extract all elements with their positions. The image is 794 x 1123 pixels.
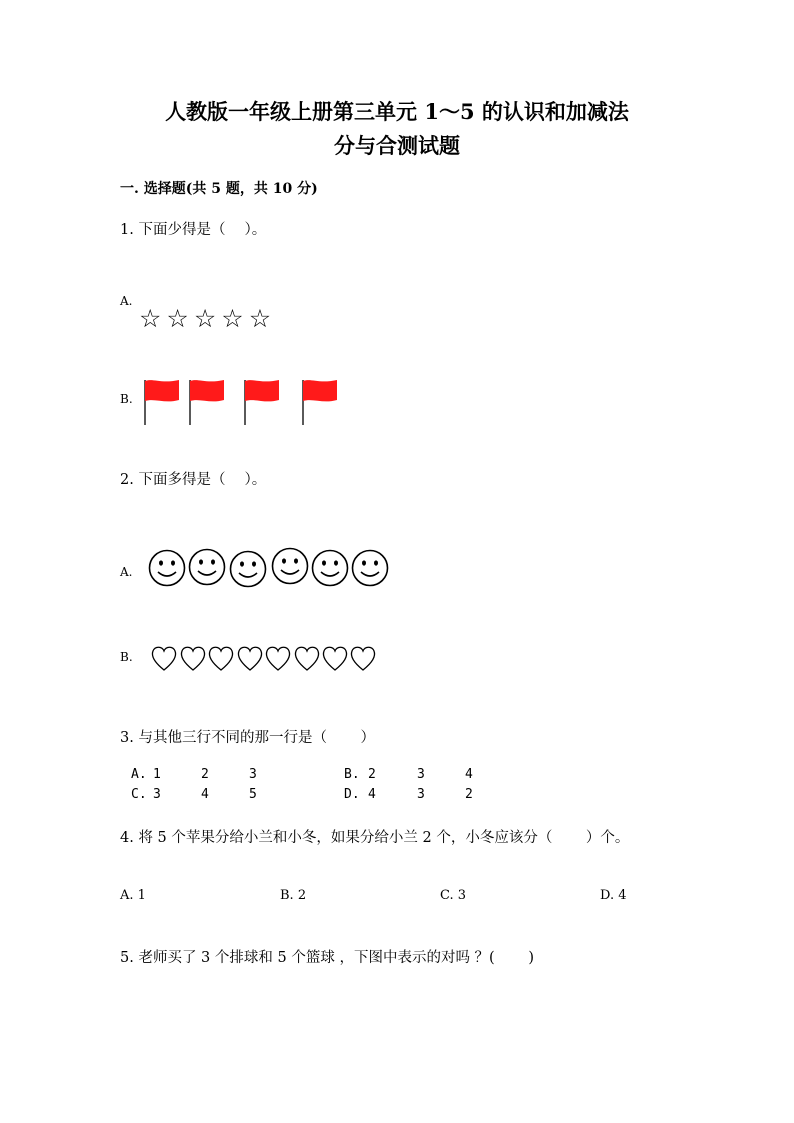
section-heading: 一. 选择题(共 5 题，共 10 分) (120, 181, 318, 197)
smiley-face-icon (353, 551, 388, 586)
option-c-value: 3 (153, 787, 161, 802)
question-4-stem: 4. 将 5 个苹果分给小兰和小冬，如果分给小兰 2 个，小冬应该分（ ）个。 (120, 830, 630, 846)
page-title: 人教版一年级上册第三单元 1～5 的认识和加减法 (165, 99, 629, 124)
red-flag-icon (245, 380, 279, 425)
heart-outline-icon (323, 647, 346, 670)
heart-outline-icon (152, 647, 175, 670)
question-2-option-b-hearts (151, 645, 381, 673)
question-1-option-b-label: B. (120, 392, 133, 406)
option-d-value: 4 (368, 787, 376, 802)
question-3-options (131, 767, 491, 807)
question-4-option-b: B. 2 (280, 888, 307, 903)
question-1-option-b-flags (143, 378, 343, 426)
question-5-stem: 5. 老师买了 3 个排球和 5 个篮球 ，下图中表示的对吗 ？( ) (120, 950, 534, 966)
smiley-face-icon (150, 551, 185, 586)
star-outline-icon: ☆ (139, 304, 162, 333)
option-a-value: 1 (153, 767, 161, 782)
star-outline-icon: ☆ (166, 304, 189, 333)
option-b-value: 4 (465, 767, 473, 782)
red-flag-icon (145, 380, 179, 425)
heart-outline-icon (351, 647, 374, 670)
option-c-value: 4 (201, 787, 209, 802)
option-a-value: 3 (249, 767, 257, 782)
option-d-value: 2 (465, 787, 473, 802)
option-b-label: B. (344, 767, 360, 782)
question-1-option-a-stars (139, 306, 276, 331)
question-3-stem: 3. 与其他三行不同的那一行是（ ） (120, 730, 376, 746)
star-outline-icon: ☆ (248, 304, 272, 333)
question-2-option-a-smileys (148, 547, 393, 589)
heart-outline-icon (295, 647, 318, 670)
smiley-face-icon (231, 552, 266, 587)
question-4-option-d: D. 4 (600, 888, 627, 903)
heart-outline-icon (181, 647, 204, 670)
page-subtitle: 分与合测试题 (334, 133, 460, 158)
heart-outline-icon (238, 647, 261, 670)
option-c-label: C. (131, 787, 147, 802)
option-a-label: A. (131, 767, 147, 782)
star-outline-icon: ☆ (193, 304, 217, 333)
question-1-stem: 1. 下面少得是（ ）。 (120, 222, 267, 238)
option-b-value: 2 (368, 767, 376, 782)
question-2-option-b-label: B. (120, 650, 133, 664)
question-4-option-c: C. 3 (440, 888, 467, 903)
question-1-option-a-label: A. (120, 294, 133, 308)
smiley-face-icon (313, 551, 348, 586)
option-b-value: 3 (417, 767, 425, 782)
smiley-face-icon (190, 550, 225, 585)
smiley-face-icon (273, 549, 308, 584)
question-2-stem: 2. 下面多得是（ ）。 (120, 472, 267, 488)
option-d-label: D. (344, 787, 360, 802)
red-flag-icon (190, 380, 224, 425)
question-2-option-a-label: A. (120, 565, 133, 579)
heart-outline-icon (209, 647, 232, 670)
star-outline-icon: ☆ (221, 304, 244, 333)
option-a-value: 2 (201, 767, 209, 782)
option-c-value: 5 (249, 787, 257, 802)
red-flag-icon (303, 380, 337, 425)
question-4-option-a: A. 1 (120, 888, 146, 903)
heart-outline-icon (266, 647, 289, 670)
option-d-value: 3 (417, 787, 425, 802)
